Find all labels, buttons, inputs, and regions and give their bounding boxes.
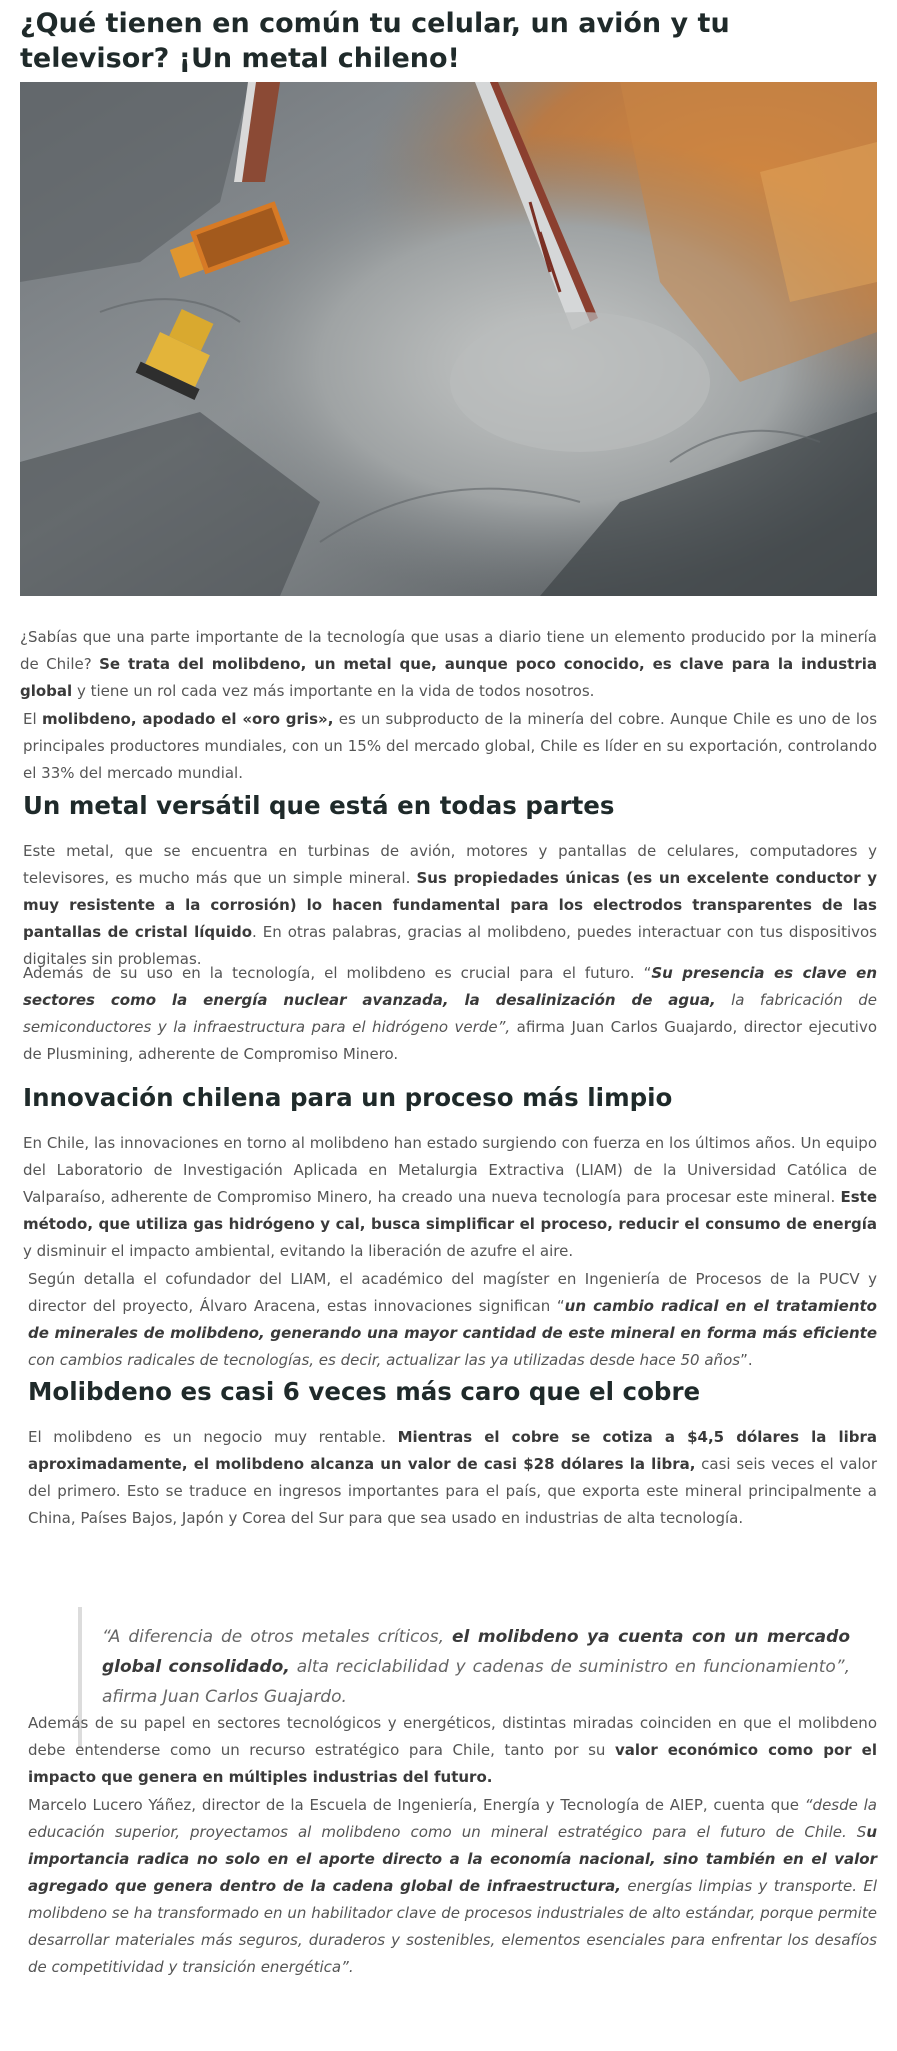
intro-paragraph: ¿Sabías que una parte importante de la tecnología que usas a diario tiene un elemento producido por la minería de Chile? Se trata del molibdeno, un metal que, aunque poco conocido, es clave para la industria global y tiene un rol cada vez más importante en la vida de todos nosotros. bbox=[20, 628, 877, 700]
paragraph-propiedades: Este metal, que se encuentra en turbinas de avión, motores y pantallas de celulares, computadores y televisores, es mucho más que un simple mineral. Sus propiedades únicas (es un excelente conductor y muy resistente a la corrosión) lo hacen fundamental para los electrodos transparentes de las pantallas de cristal líquido. En otras palabras, gracias al molibdeno, puedes interactuar con tus dispositivos digitales sin problemas. bbox=[23, 842, 877, 968]
paragraph-precio: El molibdeno es un negocio muy rentable. Mientras el cobre se cotiza a $4,5 dólares la libra aproximadamente, el molibdeno alcanza un valor de casi $28 dólares la libra, casi seis veces el valor del primero. Esto se traduce en ingresos importantes para el país, que exporta este mineral principalmente a China, Países Bajos, Japón y Corea del Sur para que sea usado en industrias de alta tecnología. bbox=[28, 1428, 878, 1527]
paragraph-liam: Según detalla el cofundador del LIAM, el académico del magíster en Ingeniería de Procesos de la PUCV y director del proyecto, Álvaro Aracena, estas innovaciones significan “un cambio radical en el tratamiento de minerales de molibdeno, generando una mayor cantidad de este mineral en forma más eficiente con cambios radicales de tecnologías, es decir, actualizar las ya utilizadas desde hace 50 años”. bbox=[28, 1270, 877, 1369]
paragraph-oro-gris: El molibdeno, apodado el «oro gris», es un subproducto de la minería del cobre. Aunque Chile es uno de los principales productores mundiales, con un 15% del mercado global, Chile es líder en su exportación, controlando el 33% del mercado mundial. bbox=[23, 710, 878, 782]
section-heading-precio: Molibdeno es casi 6 veces más caro que el cobre bbox=[28, 1377, 701, 1406]
paragraph-futuro: Además de su uso en la tecnología, el molibdeno es crucial para el futuro. “Su presencia es clave en sectores como la energía nuclear avanzada, la desalinización de agua, la fabricación de semiconductores y la infraestructura para el hidrógeno verde”, afirma Juan Carlos Guajardo, director ejecutivo de Plusmining, adherente de Compromiso Minero. bbox=[23, 964, 878, 1063]
section-heading-innovacion: Innovación chilena para un proceso más limpio bbox=[23, 1083, 673, 1112]
paragraph-aiep: Marcelo Lucero Yáñez, director de la Escuela de Ingeniería, Energía y Tecnología de AIEP, cuenta que “desde la educación superior, proyectamos al molibdeno como un mineral estratégico para el futuro de Chile. Su importancia radica no solo en el aporte directo a la economía nacional, sino también en el valor agregado que genera dentro de la cadena global de infraestructura, energías limpias y transporte. El molibdeno se ha transformado en un habilitador clave de procesos industriales de alto estándar, porque permite desarrollar materiales más seguros, duraderos y sostenibles, elementos esenciales para enfrentar los desafíos de competitividad y transición energética”. bbox=[28, 1796, 877, 1976]
blockquote: “A diferencia de otros metales críticos, el molibdeno ya cuenta con un mercado global consolidado, alta reciclabilidad y cadenas de suministro en funcionamiento”, afirma Juan Carlos Guajardo. bbox=[102, 1627, 851, 1707]
section-heading-versatil: Un metal versátil que está en todas partes bbox=[23, 791, 615, 820]
article-title: ¿Qué tienen en común tu celular, un avión y tu televisor? ¡Un metal chileno! bbox=[20, 8, 730, 74]
aerial-mining-photo bbox=[20, 82, 877, 596]
paragraph-innovaciones: En Chile, las innovaciones en torno al molibdeno han estado surgiendo con fuerza en los últimos años. Un equipo del Laboratorio de Investigación Aplicada en Metalurgia Extractiva (LIAM) de la Universidad Católica de Valparaíso, adherente de Compromiso Minero, ha creado una nueva tecnología para procesar este mineral. Este método, que utiliza gas hidrógeno y cal, busca simplificar el proceso, reducir el consumo de energía y disminuir el impacto ambiental, evitando la liberación de azufre el aire. bbox=[23, 1134, 877, 1260]
hero-image bbox=[20, 82, 877, 596]
paragraph-estrategico: Además de su papel en sectores tecnológicos y energéticos, distintas miradas coinciden en que el molibdeno debe entenderse como un recurso estratégico para Chile, tanto por su valor económico como por el impacto que genera en múltiples industrias del futuro. bbox=[28, 1714, 878, 1786]
